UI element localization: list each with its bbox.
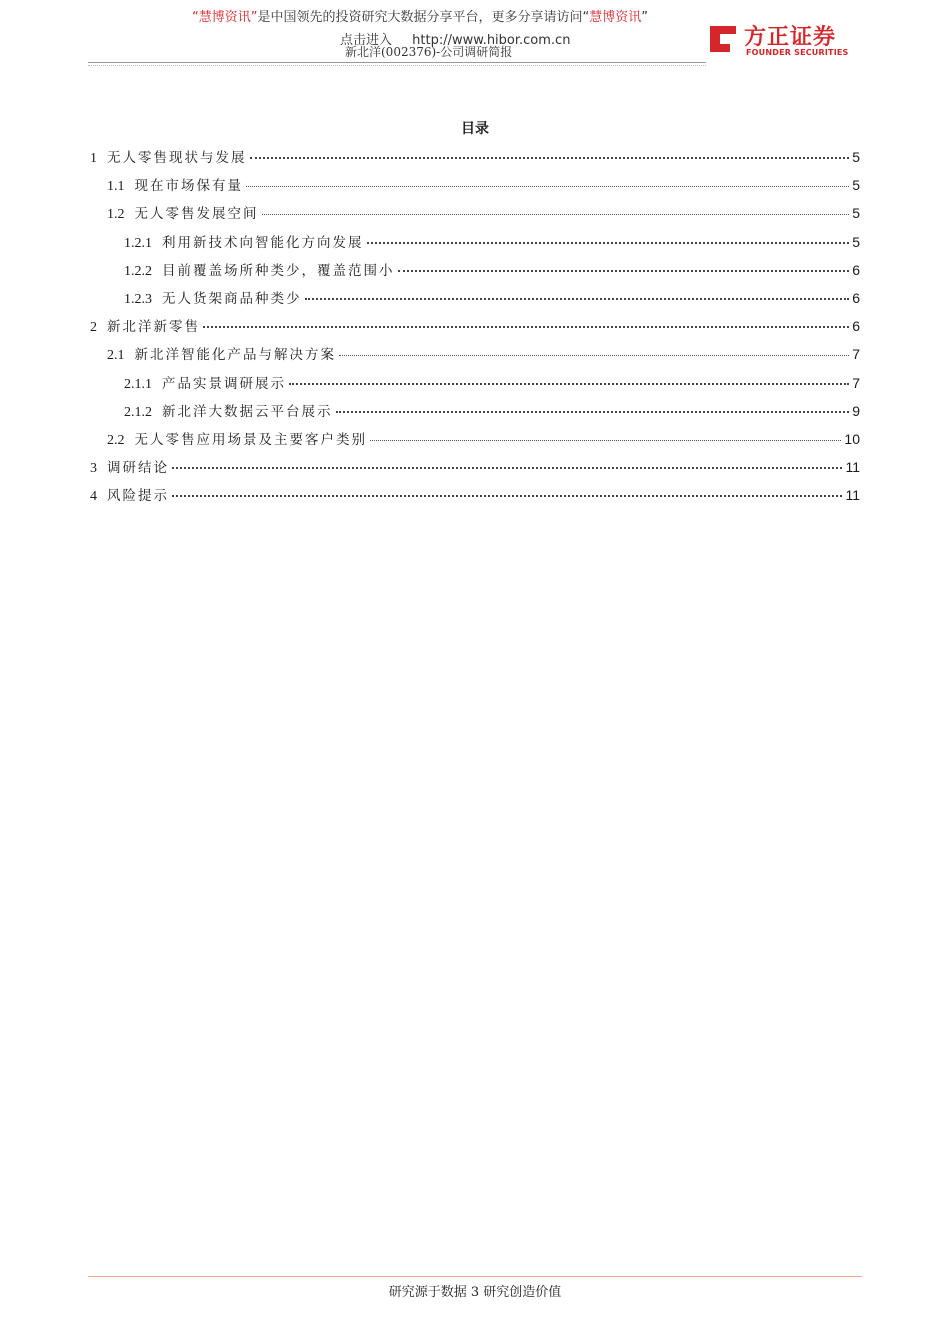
toc-entry-number: 1.2.1 xyxy=(124,235,152,251)
toc-entry[interactable] xyxy=(90,231,860,259)
toc-entry[interactable] xyxy=(90,287,860,315)
toc-entry-number: 3 xyxy=(90,461,97,477)
footer-slogan: 研究源于数据 3 研究创造价值 xyxy=(388,1285,562,1300)
toc-dot-leader xyxy=(172,495,842,497)
toc-entry-number: 1.2.3 xyxy=(124,291,152,307)
toc-entry-page: 5 xyxy=(852,177,860,194)
banner-middle-text: 是中国领先的投资研究大数据分享平台，更多分享请访问 xyxy=(257,10,583,25)
document-subtitle: 新北洋(002376)-公司调研简报 xyxy=(345,45,513,59)
toc-dot-leader xyxy=(336,411,850,413)
toc-entry[interactable] xyxy=(90,484,860,512)
toc-entry-label: 产品实景调研展示 xyxy=(162,375,286,392)
toc-entry-number: 1 xyxy=(90,151,97,166)
toc-entry-label: 新北洋大数据云平台展示 xyxy=(162,403,333,420)
banner-quote-close-2: ” xyxy=(641,10,649,25)
banner-quote-open: “ xyxy=(191,10,199,25)
toc-entry[interactable] xyxy=(90,315,860,343)
promo-banner xyxy=(120,6,720,25)
toc-entry-number: 1.2.2 xyxy=(124,263,152,279)
toc-entry-page: 5 xyxy=(852,149,860,165)
toc-dot-leader xyxy=(246,186,849,187)
toc-dot-leader xyxy=(339,355,849,356)
toc-entry-number: 2.1.1 xyxy=(124,376,152,392)
toc-entry[interactable] xyxy=(90,146,860,174)
toc-entry-number: 2.2 xyxy=(107,432,125,448)
toc-entry[interactable] xyxy=(90,343,860,371)
footer-divider xyxy=(88,1276,862,1277)
header-divider xyxy=(88,62,706,63)
banner-brand-2[interactable]: 慧博资讯 xyxy=(589,10,642,25)
banner-quote-close: ” xyxy=(250,10,258,25)
enter-label[interactable]: 点击进入 xyxy=(340,33,393,48)
logo-english-name: FOUNDER SECURITIES xyxy=(746,48,849,57)
toc-dot-leader xyxy=(250,157,850,159)
toc-entry-page: 10 xyxy=(844,430,860,447)
toc-dot-leader xyxy=(305,298,850,300)
toc-dot-leader xyxy=(289,383,849,385)
hibor-url-link[interactable]: http://www.hibor.com.cn xyxy=(412,33,571,48)
toc-entry-page: 11 xyxy=(845,459,860,476)
toc-entry-number: 2.1.2 xyxy=(124,404,152,420)
toc-dot-leader xyxy=(398,270,850,272)
banner-quote-open-2: “ xyxy=(582,10,590,25)
toc-entry[interactable] xyxy=(90,400,860,428)
toc-dot-leader xyxy=(367,242,850,244)
founder-securities-logo xyxy=(706,20,856,60)
toc-entry-label: 无人零售现状与发展 xyxy=(107,150,247,166)
toc-dot-leader xyxy=(370,440,841,441)
toc-entry-number: 1.1 xyxy=(107,179,125,195)
toc-entry[interactable] xyxy=(90,202,860,230)
toc-entry-page: 9 xyxy=(852,402,860,419)
toc-entry-page: 7 xyxy=(852,374,860,391)
toc-dot-leader xyxy=(262,214,850,215)
toc-entry-label: 现在市场保有量 xyxy=(134,178,243,195)
toc-dot-leader xyxy=(172,467,842,469)
table-of-contents xyxy=(90,146,860,512)
toc-entry-label: 新北洋智能化产品与解决方案 xyxy=(134,347,336,364)
toc-entry-label: 目前覆盖场所种类少，覆盖范围小 xyxy=(162,262,395,279)
header-dotted-divider xyxy=(88,65,706,66)
toc-entry[interactable] xyxy=(90,259,860,287)
toc-entry-number: 2 xyxy=(90,320,97,336)
toc-entry-page: 6 xyxy=(852,261,860,278)
toc-entry-label: 无人零售发展空间 xyxy=(134,206,259,223)
toc-entry-page: 5 xyxy=(852,205,860,222)
toc-entry[interactable] xyxy=(90,456,860,484)
toc-entry-label: 利用新技术向智能化方向发展 xyxy=(162,234,364,251)
toc-entry-page: 7 xyxy=(852,346,860,363)
toc-entry-page: 6 xyxy=(852,289,860,306)
toc-dot-leader xyxy=(203,326,849,328)
toc-title: 目录 xyxy=(461,121,489,137)
toc-entry[interactable] xyxy=(90,372,860,400)
toc-entry-label: 无人零售应用场景及主要客户类别 xyxy=(134,431,367,448)
toc-entry-page: 6 xyxy=(852,318,860,335)
toc-entry-label: 风险提示 xyxy=(107,488,169,505)
banner-brand[interactable]: 慧博资讯 xyxy=(198,10,251,25)
logo-chinese-name: 方正证券 xyxy=(744,25,837,50)
toc-entry-number: 2.1 xyxy=(107,348,125,364)
toc-entry-number: 1.2 xyxy=(107,207,125,223)
toc-entry-label: 新北洋新零售 xyxy=(107,319,200,336)
toc-entry-label: 无人货架商品种类少 xyxy=(162,290,302,307)
toc-entry[interactable] xyxy=(90,174,860,202)
founder-logo-icon xyxy=(706,24,740,54)
toc-entry-label: 调研结论 xyxy=(107,460,169,477)
toc-entry-number: 4 xyxy=(90,489,97,505)
toc-entry[interactable] xyxy=(90,428,860,456)
toc-entry-page: 11 xyxy=(845,487,860,504)
toc-entry-page: 5 xyxy=(852,233,860,250)
